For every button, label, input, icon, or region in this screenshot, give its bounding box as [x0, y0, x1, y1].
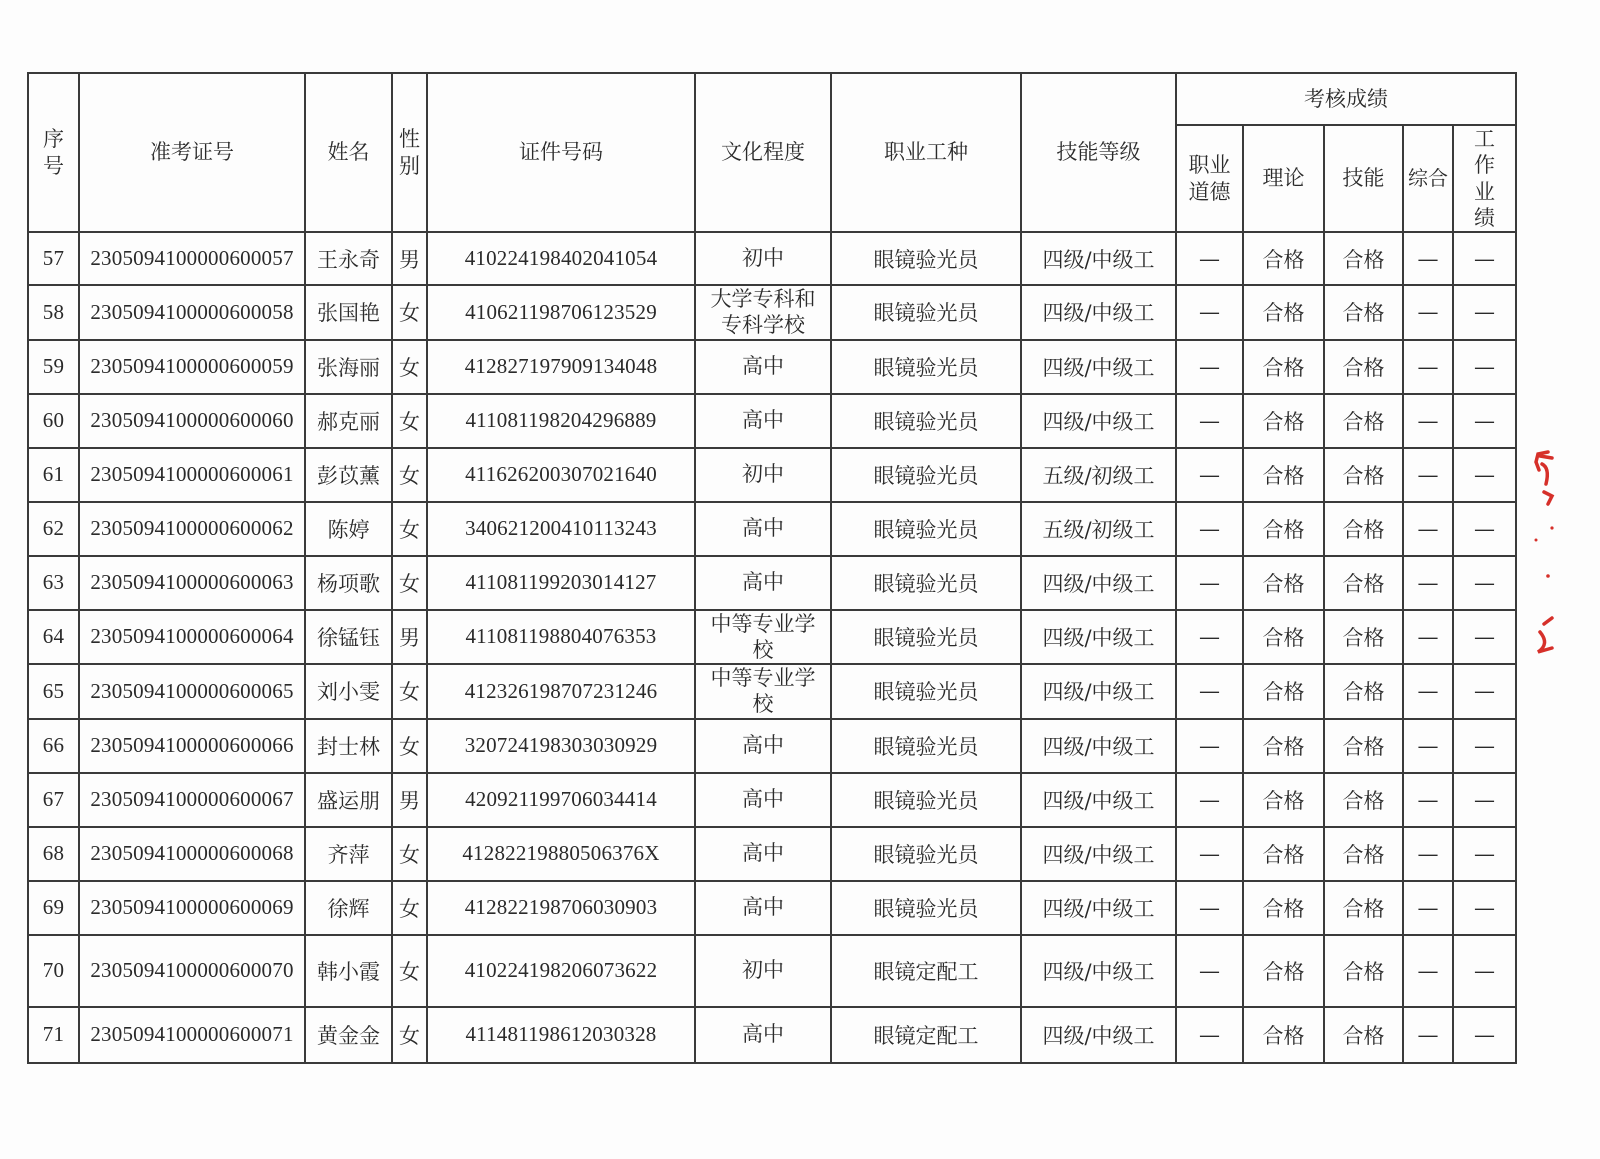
- cell-seq: 64: [28, 610, 79, 665]
- cell-gender: 男: [392, 773, 427, 827]
- cell-education: 大学专科和专科学校: [695, 285, 831, 340]
- cell-seq: 60: [28, 394, 79, 448]
- header-ticket: 准考证号: [79, 73, 305, 232]
- cell-ticket: 2305094100000600069: [79, 881, 305, 935]
- cell-theory: 合格: [1243, 610, 1324, 665]
- header-performance: 工作业绩: [1453, 125, 1516, 232]
- header-education: 文化程度: [695, 73, 831, 232]
- cell-occupation: 眼镜验光员: [831, 719, 1021, 773]
- cell-comprehensive: —: [1403, 340, 1453, 394]
- header-theory: 理论: [1243, 125, 1324, 232]
- table-body: [28, 232, 1516, 1063]
- cell-occupation: 眼镜定配工: [831, 935, 1021, 1007]
- cell-ethics: —: [1176, 556, 1243, 610]
- cell-name: 盛运朋: [305, 773, 392, 827]
- cell-comprehensive: —: [1403, 719, 1453, 773]
- cell-ticket: 2305094100000600061: [79, 448, 305, 502]
- cell-seq: 71: [28, 1007, 79, 1063]
- cell-ethics: —: [1176, 285, 1243, 340]
- cell-theory: 合格: [1243, 502, 1324, 556]
- cell-skill-level: 五级/初级工: [1021, 502, 1176, 556]
- cell-ethics: —: [1176, 502, 1243, 556]
- cell-ticket: 2305094100000600059: [79, 340, 305, 394]
- cell-occupation: 眼镜验光员: [831, 556, 1021, 610]
- cell-performance: —: [1453, 827, 1516, 881]
- cell-gender: 女: [392, 719, 427, 773]
- cell-occupation: 眼镜验光员: [831, 827, 1021, 881]
- cell-performance: —: [1453, 285, 1516, 340]
- cell-performance: —: [1453, 448, 1516, 502]
- cell-seq: 66: [28, 719, 79, 773]
- exam-results-table: [27, 72, 1517, 1064]
- cell-occupation: 眼镜验光员: [831, 664, 1021, 719]
- cell-skill: 合格: [1324, 827, 1403, 881]
- cell-name: 郝克丽: [305, 394, 392, 448]
- cell-ethics: —: [1176, 394, 1243, 448]
- table-header: [28, 73, 1516, 232]
- cell-name: 陈婷: [305, 502, 392, 556]
- cell-performance: —: [1453, 232, 1516, 285]
- cell-comprehensive: —: [1403, 935, 1453, 1007]
- cell-seq: 68: [28, 827, 79, 881]
- table-row: [28, 340, 1516, 394]
- table-row: [28, 610, 1516, 665]
- header-scores: 考核成绩: [1176, 73, 1516, 125]
- cell-skill-level: 四级/中级工: [1021, 935, 1176, 1007]
- table-row: [28, 935, 1516, 1007]
- table-row: [28, 827, 1516, 881]
- cell-skill-level: 四级/中级工: [1021, 664, 1176, 719]
- cell-name: 徐锰钰: [305, 610, 392, 665]
- cell-skill-level: 四级/中级工: [1021, 1007, 1176, 1063]
- table-row: [28, 394, 1516, 448]
- cell-id-number: 340621200410113243: [427, 502, 695, 556]
- cell-education: 高中: [695, 773, 831, 827]
- cell-skill-level: 四级/中级工: [1021, 340, 1176, 394]
- cell-gender: 女: [392, 556, 427, 610]
- cell-ethics: —: [1176, 773, 1243, 827]
- cell-gender: 女: [392, 502, 427, 556]
- table-row: [28, 232, 1516, 285]
- cell-skill: 合格: [1324, 394, 1403, 448]
- header-gender: 性别: [392, 73, 427, 232]
- cell-ethics: —: [1176, 881, 1243, 935]
- cell-seq: 69: [28, 881, 79, 935]
- cell-occupation: 眼镜验光员: [831, 773, 1021, 827]
- cell-comprehensive: —: [1403, 502, 1453, 556]
- cell-skill-level: 四级/中级工: [1021, 773, 1176, 827]
- cell-theory: 合格: [1243, 394, 1324, 448]
- cell-id-number: 411081198204296889: [427, 394, 695, 448]
- cell-performance: —: [1453, 664, 1516, 719]
- cell-theory: 合格: [1243, 935, 1324, 1007]
- cell-comprehensive: —: [1403, 1007, 1453, 1063]
- cell-theory: 合格: [1243, 719, 1324, 773]
- cell-skill: 合格: [1324, 556, 1403, 610]
- table-row: [28, 285, 1516, 340]
- cell-performance: —: [1453, 556, 1516, 610]
- cell-education: 高中: [695, 394, 831, 448]
- cell-education: 高中: [695, 827, 831, 881]
- cell-gender: 女: [392, 285, 427, 340]
- cell-education: 高中: [695, 502, 831, 556]
- header-comprehensive: 综合: [1403, 125, 1453, 232]
- cell-seq: 58: [28, 285, 79, 340]
- cell-seq: 59: [28, 340, 79, 394]
- cell-seq: 61: [28, 448, 79, 502]
- cell-skill-level: 四级/中级工: [1021, 556, 1176, 610]
- cell-theory: 合格: [1243, 664, 1324, 719]
- cell-ticket: 2305094100000600058: [79, 285, 305, 340]
- cell-skill: 合格: [1324, 881, 1403, 935]
- cell-ticket: 2305094100000600063: [79, 556, 305, 610]
- cell-ethics: —: [1176, 340, 1243, 394]
- cell-gender: 女: [392, 1007, 427, 1063]
- cell-skill: 合格: [1324, 285, 1403, 340]
- table-row: [28, 881, 1516, 935]
- cell-gender: 女: [392, 827, 427, 881]
- table-row: [28, 719, 1516, 773]
- cell-id-number: 411081199203014127: [427, 556, 695, 610]
- cell-ethics: —: [1176, 935, 1243, 1007]
- cell-id-number: 41282219880506376X: [427, 827, 695, 881]
- cell-name: 张国艳: [305, 285, 392, 340]
- cell-skill: 合格: [1324, 448, 1403, 502]
- cell-performance: —: [1453, 502, 1516, 556]
- table-row: [28, 448, 1516, 502]
- cell-gender: 女: [392, 448, 427, 502]
- cell-occupation: 眼镜验光员: [831, 285, 1021, 340]
- cell-theory: 合格: [1243, 448, 1324, 502]
- cell-skill-level: 四级/中级工: [1021, 719, 1176, 773]
- cell-occupation: 眼镜验光员: [831, 881, 1021, 935]
- cell-seq: 57: [28, 232, 79, 285]
- cell-ethics: —: [1176, 448, 1243, 502]
- cell-theory: 合格: [1243, 556, 1324, 610]
- cell-education: 高中: [695, 719, 831, 773]
- cell-id-number: 411481198612030328: [427, 1007, 695, 1063]
- cell-id-number: 412822198706030903: [427, 881, 695, 935]
- cell-occupation: 眼镜验光员: [831, 232, 1021, 285]
- red-seal-stamp-edge: [1530, 448, 1560, 658]
- cell-id-number: 410224198206073622: [427, 935, 695, 1007]
- cell-ethics: —: [1176, 610, 1243, 665]
- cell-comprehensive: —: [1403, 827, 1453, 881]
- cell-seq: 70: [28, 935, 79, 1007]
- cell-ticket: 2305094100000600065: [79, 664, 305, 719]
- cell-ticket: 2305094100000600066: [79, 719, 305, 773]
- cell-gender: 女: [392, 881, 427, 935]
- cell-ticket: 2305094100000600070: [79, 935, 305, 1007]
- cell-ethics: —: [1176, 232, 1243, 285]
- cell-comprehensive: —: [1403, 556, 1453, 610]
- table-row: [28, 502, 1516, 556]
- header-seq: 序号: [28, 73, 79, 232]
- cell-performance: —: [1453, 773, 1516, 827]
- cell-theory: 合格: [1243, 340, 1324, 394]
- table-row: [28, 773, 1516, 827]
- cell-occupation: 眼镜验光员: [831, 340, 1021, 394]
- cell-education: 中等专业学校: [695, 664, 831, 719]
- cell-theory: 合格: [1243, 827, 1324, 881]
- cell-ethics: —: [1176, 1007, 1243, 1063]
- cell-comprehensive: —: [1403, 448, 1453, 502]
- cell-education: 初中: [695, 232, 831, 285]
- table-row: [28, 664, 1516, 719]
- cell-performance: —: [1453, 1007, 1516, 1063]
- cell-skill: 合格: [1324, 719, 1403, 773]
- cell-comprehensive: —: [1403, 394, 1453, 448]
- cell-id-number: 410224198402041054: [427, 232, 695, 285]
- cell-seq: 67: [28, 773, 79, 827]
- cell-name: 齐萍: [305, 827, 392, 881]
- cell-comprehensive: —: [1403, 773, 1453, 827]
- cell-skill-level: 五级/初级工: [1021, 448, 1176, 502]
- cell-gender: 男: [392, 610, 427, 665]
- cell-comprehensive: —: [1403, 881, 1453, 935]
- cell-occupation: 眼镜验光员: [831, 394, 1021, 448]
- cell-id-number: 412827197909134048: [427, 340, 695, 394]
- cell-ethics: —: [1176, 719, 1243, 773]
- cell-skill: 合格: [1324, 502, 1403, 556]
- cell-skill-level: 四级/中级工: [1021, 232, 1176, 285]
- cell-education: 初中: [695, 448, 831, 502]
- cell-performance: —: [1453, 340, 1516, 394]
- cell-occupation: 眼镜验光员: [831, 502, 1021, 556]
- cell-performance: —: [1453, 935, 1516, 1007]
- cell-education: 高中: [695, 881, 831, 935]
- cell-name: 韩小霞: [305, 935, 392, 1007]
- header-occupation: 职业工种: [831, 73, 1021, 232]
- table-row: [28, 556, 1516, 610]
- cell-name: 王永奇: [305, 232, 392, 285]
- cell-ethics: —: [1176, 664, 1243, 719]
- cell-occupation: 眼镜定配工: [831, 1007, 1021, 1063]
- cell-name: 彭苡薰: [305, 448, 392, 502]
- cell-seq: 62: [28, 502, 79, 556]
- cell-name: 黄金金: [305, 1007, 392, 1063]
- cell-gender: 女: [392, 935, 427, 1007]
- cell-id-number: 411626200307021640: [427, 448, 695, 502]
- cell-theory: 合格: [1243, 285, 1324, 340]
- cell-ticket: 2305094100000600064: [79, 610, 305, 665]
- cell-occupation: 眼镜验光员: [831, 610, 1021, 665]
- header-skill: 技能: [1324, 125, 1403, 232]
- cell-name: 杨项歌: [305, 556, 392, 610]
- cell-ticket: 2305094100000600067: [79, 773, 305, 827]
- cell-theory: 合格: [1243, 773, 1324, 827]
- cell-id-number: 411081198804076353: [427, 610, 695, 665]
- cell-gender: 男: [392, 232, 427, 285]
- cell-ticket: 2305094100000600057: [79, 232, 305, 285]
- cell-skill: 合格: [1324, 1007, 1403, 1063]
- cell-skill: 合格: [1324, 610, 1403, 665]
- cell-comprehensive: —: [1403, 232, 1453, 285]
- cell-name: 徐辉: [305, 881, 392, 935]
- cell-skill: 合格: [1324, 935, 1403, 1007]
- cell-id-number: 412326198707231246: [427, 664, 695, 719]
- cell-performance: —: [1453, 394, 1516, 448]
- cell-skill: 合格: [1324, 773, 1403, 827]
- header-name: 姓名: [305, 73, 392, 232]
- cell-comprehensive: —: [1403, 285, 1453, 340]
- cell-gender: 女: [392, 340, 427, 394]
- cell-performance: —: [1453, 719, 1516, 773]
- header-id-number: 证件号码: [427, 73, 695, 232]
- cell-skill: 合格: [1324, 340, 1403, 394]
- cell-comprehensive: —: [1403, 610, 1453, 665]
- cell-theory: 合格: [1243, 232, 1324, 285]
- cell-name: 封士林: [305, 719, 392, 773]
- cell-education: 初中: [695, 935, 831, 1007]
- cell-skill-level: 四级/中级工: [1021, 285, 1176, 340]
- cell-name: 刘小雯: [305, 664, 392, 719]
- cell-education: 高中: [695, 340, 831, 394]
- cell-skill-level: 四级/中级工: [1021, 881, 1176, 935]
- table-row: [28, 1007, 1516, 1063]
- cell-skill-level: 四级/中级工: [1021, 610, 1176, 665]
- cell-skill: 合格: [1324, 664, 1403, 719]
- cell-ticket: 2305094100000600071: [79, 1007, 305, 1063]
- header-ethics: 职业道德: [1176, 125, 1243, 232]
- cell-occupation: 眼镜验光员: [831, 448, 1021, 502]
- cell-skill-level: 四级/中级工: [1021, 827, 1176, 881]
- cell-id-number: 320724198303030929: [427, 719, 695, 773]
- header-skill-level: 技能等级: [1021, 73, 1176, 232]
- cell-education: 高中: [695, 1007, 831, 1063]
- cell-ticket: 2305094100000600060: [79, 394, 305, 448]
- cell-ticket: 2305094100000600062: [79, 502, 305, 556]
- cell-skill-level: 四级/中级工: [1021, 394, 1176, 448]
- cell-ethics: —: [1176, 827, 1243, 881]
- cell-education: 高中: [695, 556, 831, 610]
- cell-comprehensive: —: [1403, 664, 1453, 719]
- cell-theory: 合格: [1243, 1007, 1324, 1063]
- cell-seq: 65: [28, 664, 79, 719]
- cell-theory: 合格: [1243, 881, 1324, 935]
- cell-skill: 合格: [1324, 232, 1403, 285]
- cell-id-number: 410621198706123529: [427, 285, 695, 340]
- cell-name: 张海丽: [305, 340, 392, 394]
- cell-gender: 女: [392, 664, 427, 719]
- cell-gender: 女: [392, 394, 427, 448]
- cell-performance: —: [1453, 881, 1516, 935]
- cell-ticket: 2305094100000600068: [79, 827, 305, 881]
- cell-id-number: 420921199706034414: [427, 773, 695, 827]
- cell-performance: —: [1453, 610, 1516, 665]
- cell-seq: 63: [28, 556, 79, 610]
- cell-education: 中等专业学校: [695, 610, 831, 665]
